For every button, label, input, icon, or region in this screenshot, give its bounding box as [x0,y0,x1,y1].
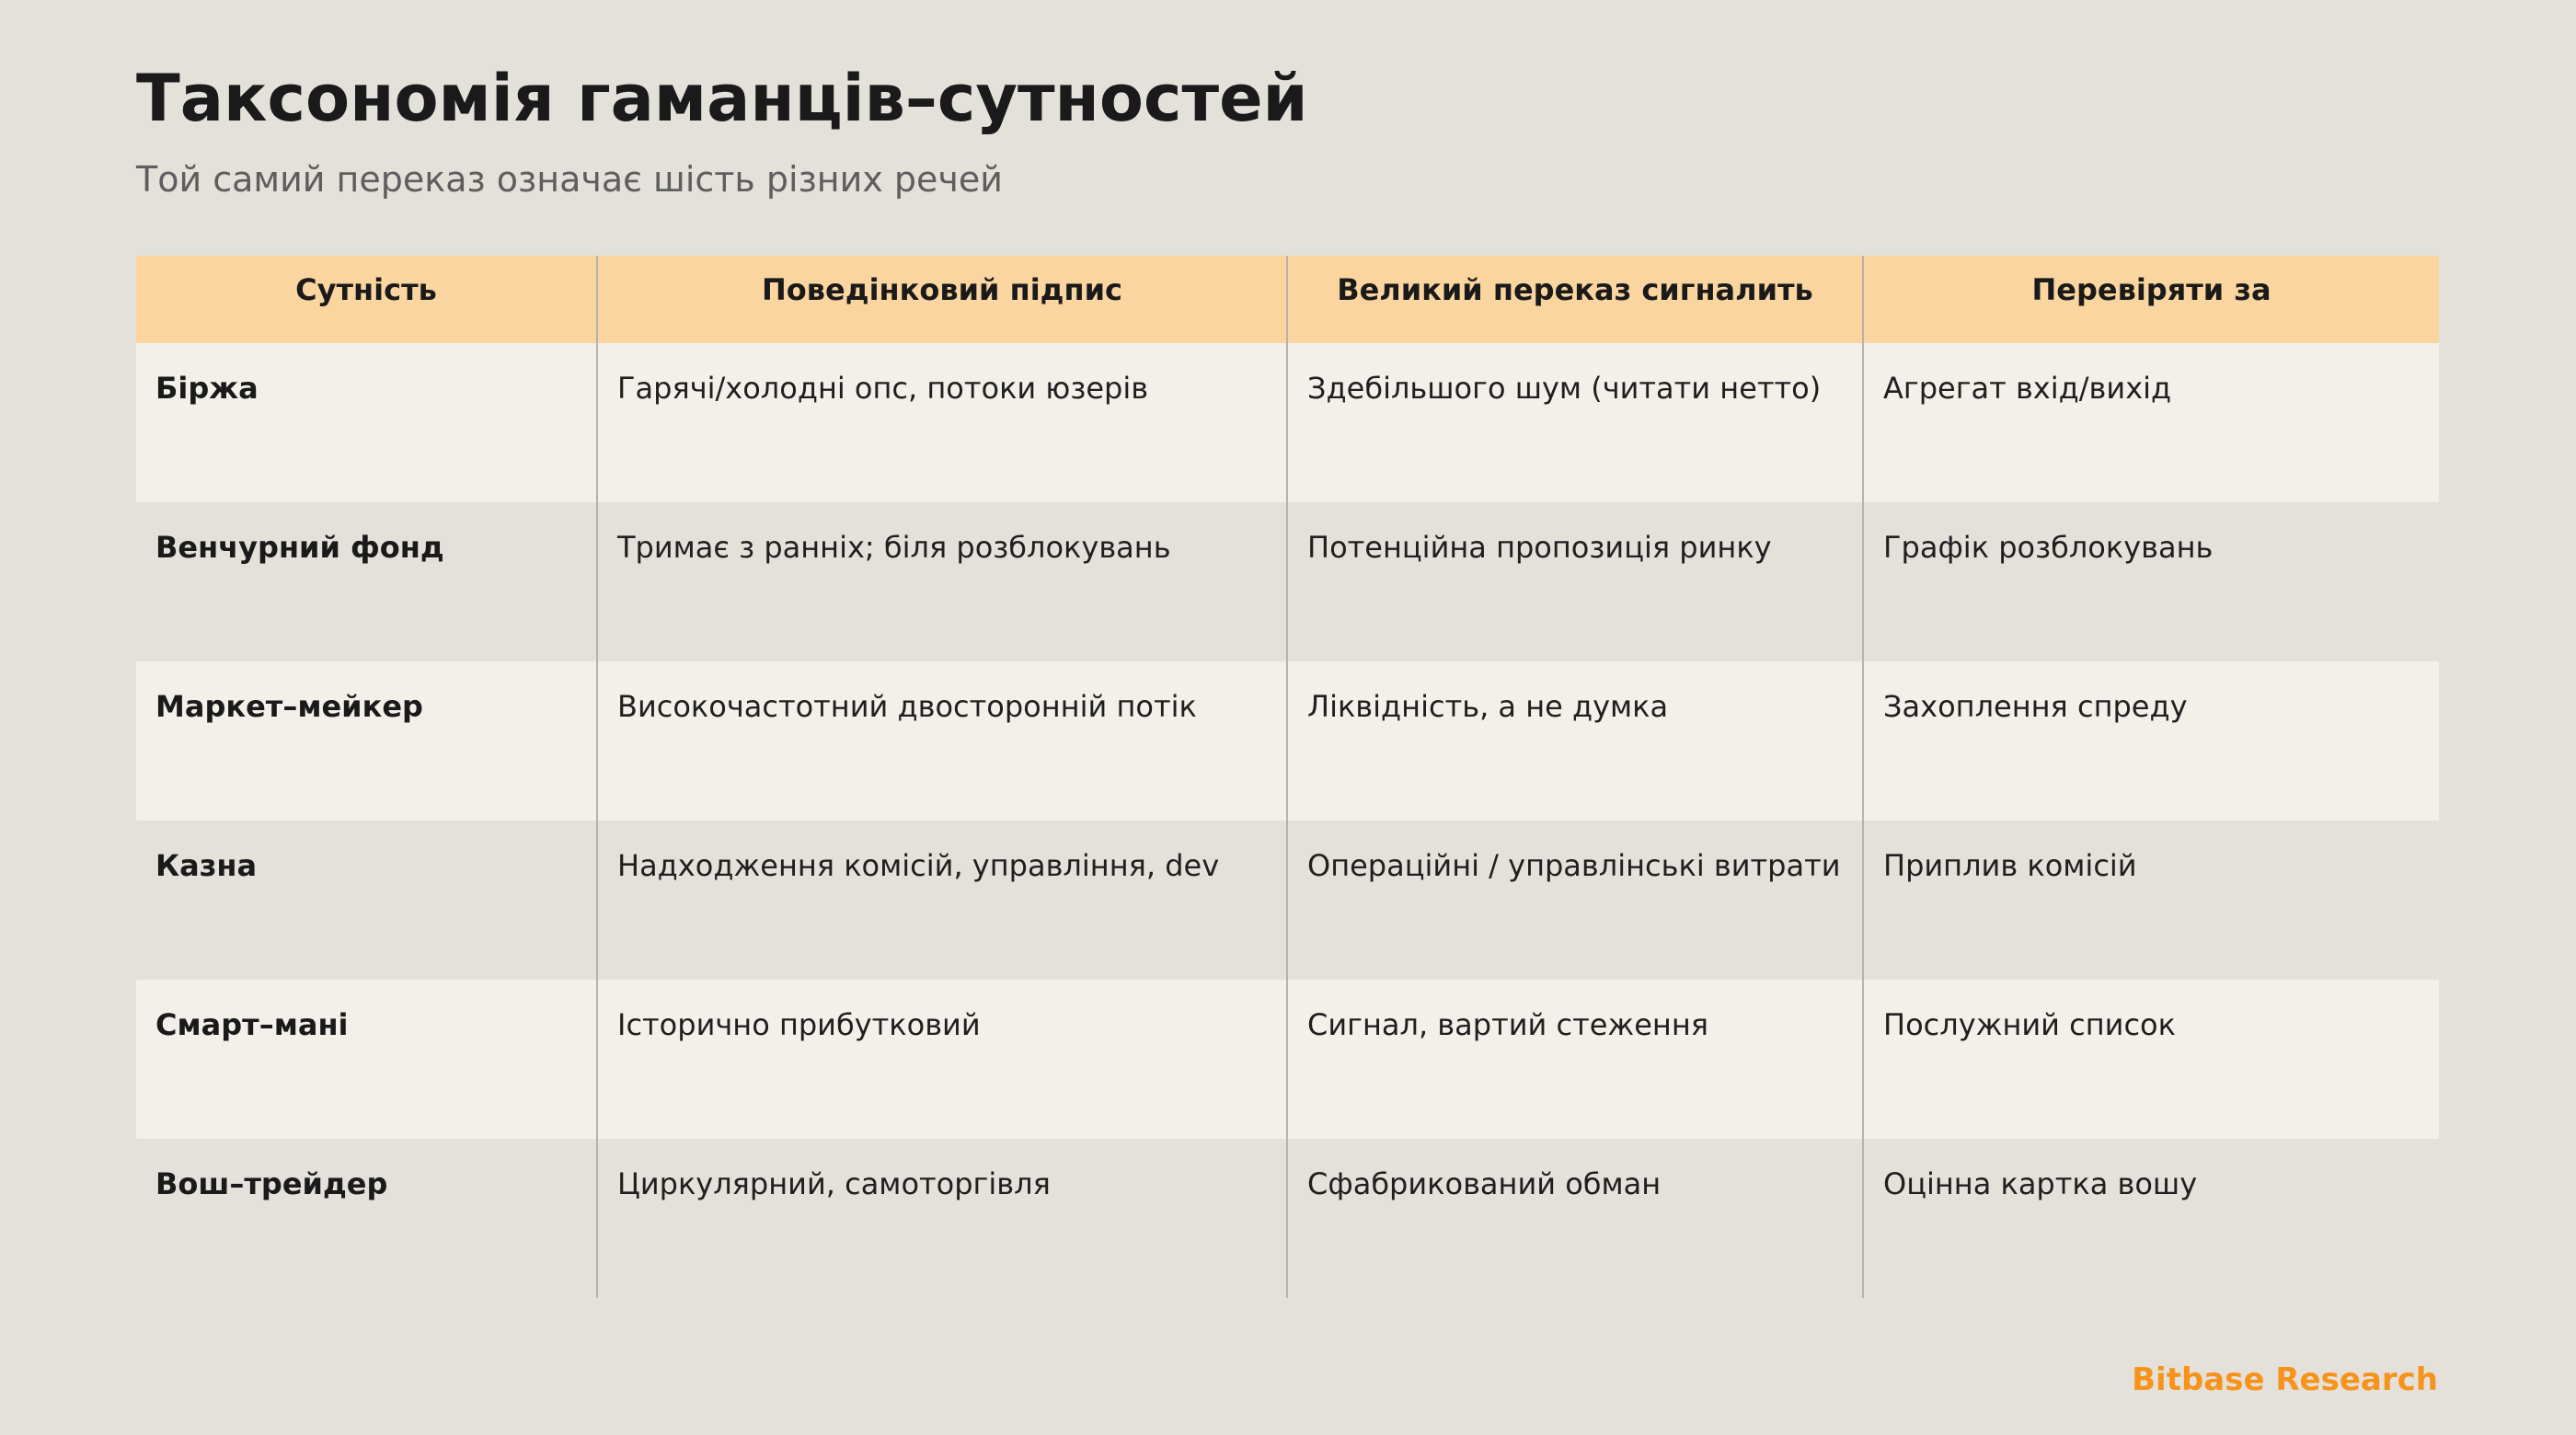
cell-entity: Казна [136,821,597,980]
cell-verify: Графік розблокувань [1863,502,2439,661]
header-verify: Перевіряти за [1863,256,2439,343]
table-row [136,343,2439,502]
cell-entity: Вош–трейдер [136,1139,597,1298]
page-title: Таксономія гаманців–сутностей [136,61,1308,136]
cell-entity: Венчурний фонд [136,502,597,661]
taxonomy-table [136,256,2439,1298]
cell-signal: Сфабрикований обман [1287,1139,1863,1298]
table-row [136,502,2439,661]
table-row [136,661,2439,821]
header-signature: Поведінковий підпис [597,256,1287,343]
header-row [136,256,2439,343]
cell-entity: Смарт–мані [136,980,597,1139]
cell-signal: Здебільшого шум (читати нетто) [1287,343,1863,502]
cell-signal: Потенційна пропозиція ринку [1287,502,1863,661]
brand-logo: Bitbase Research [2132,1361,2438,1398]
cell-verify: Захоплення спреду [1863,661,2439,821]
table-row [136,980,2439,1139]
cell-verify: Приплив комісій [1863,821,2439,980]
table-row [136,821,2439,980]
cell-verify: Оцінна картка вошу [1863,1139,2439,1298]
table-row [136,1139,2439,1298]
cell-signature: Гарячі/холодні опс, потоки юзерів [597,343,1287,502]
cell-signal: Сигнал, вартий стеження [1287,980,1863,1139]
cell-verify: Агрегат вхід/вихід [1863,343,2439,502]
cell-signal: Операційні / управлінські витрати [1287,821,1863,980]
cell-signature: Високочастотний двосторонній потік [597,661,1287,821]
cell-verify: Послужний список [1863,980,2439,1139]
page-subtitle: Той самий переказ означає шість різних речей [136,159,1003,200]
cell-entity: Біржа [136,343,597,502]
cell-signature: Циркулярний, самоторгівля [597,1139,1287,1298]
header-signal: Великий переказ сигналить [1287,256,1863,343]
cell-signal: Ліквідність, а не думка [1287,661,1863,821]
header-entity: Сутність [136,256,597,343]
cell-signature: Історично прибутковий [597,980,1287,1139]
cell-signature: Надходження комісій, управління, dev [597,821,1287,980]
table-header [136,256,2439,343]
table-body [136,343,2439,1298]
cell-signature: Тримає з ранніх; біля розблокувань [597,502,1287,661]
cell-entity: Маркет–мейкер [136,661,597,821]
